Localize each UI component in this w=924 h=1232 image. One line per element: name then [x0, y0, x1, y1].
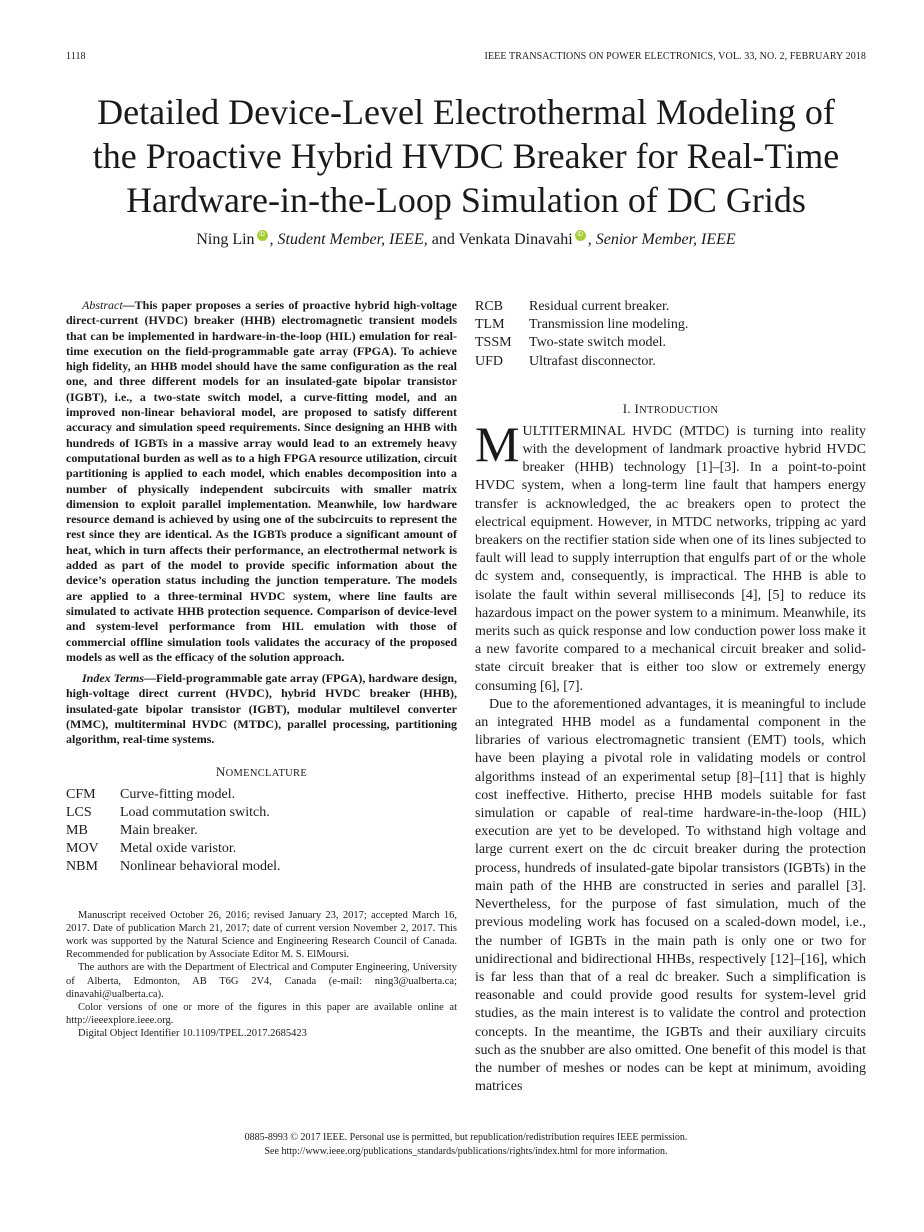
- footnote-color-versions: Color versions of one or more of the figures in this paper are available online at http://ieeexplore.ieee.org.: [66, 1002, 457, 1027]
- abstract: [66, 298, 457, 665]
- right-column: [475, 298, 866, 1096]
- abstract-label: Abstract: [82, 298, 123, 312]
- left-column: [66, 298, 457, 1041]
- index-terms-text: —Field-programmable gate array (FPGA), hardware design, high-voltage direct current (HVDC), hybrid HVDC breaker (HHB), insulated-gate bipolar transistor (IGBT), modular multilevel converter (MMC), multiterminal HVDC (MTDC), parallel processing, partitioning algorithm, real-time systems.: [66, 671, 457, 747]
- orcid-icon[interactable]: iD: [575, 230, 586, 241]
- introduction-heading: I. INTRODUCTION: [622, 400, 719, 416]
- footnote-manuscript: Manuscript received October 26, 2016; revised January 23, 2017; accepted March 16, 2017. Date of publication March 21, 2017; date of current version November 2, 2017. This work was supported by the Natural Science and Engineering Research Council of Canada. Recommended for publication by Associate Editor M. S. ElMoursi.: [66, 909, 457, 961]
- nomenclature-row: LCS Load commutation switch.: [66, 804, 270, 820]
- nomenclature-row: MB Main breaker.: [66, 823, 198, 839]
- nomenclature-row: RCB Residual current breaker.: [475, 299, 670, 314]
- footnote-affiliation: The authors are with the Department of Electrical and Computer Engineering, University of Alberta, Edmonton, AB T6G 2V4, Canada (e-mail: ning3@ualberta.ca; dinavahi@ualberta.ca).: [66, 962, 457, 1000]
- index-terms: [66, 671, 457, 747]
- author-1-name: Ning Lin: [196, 231, 255, 248]
- nomenclature-table-right: [475, 298, 688, 371]
- author-1-role: , Student Member, IEEE,: [269, 231, 428, 248]
- page-number: 1118: [66, 51, 86, 62]
- intro-paragraph-1: MULTITERMINAL HVDC (MTDC) is turning into reality with the development of landmark proactive hybrid HVDC breaker (HHB) technology [1]–[3]. In a point-to-point HVDC system, when a long-term line fault that hampers energy transfer is acknowledged, the ac breakers open to protect the electrical equipment. However, in MTDC networks, tripping ac yard breakers on the rectifier station side when one of its lines subjected to fault will lead to supply interruption that engulfs part of or the whole dc system and, consequently, is impractical. The HHB is able to isolate the fault within several milliseconds [4], [5] to reduce its hazardous impact on the power system to a minimum. Meanwhile, its merits such as quick response and low conduction power loss make it a new favorite compared to a mechanical circuit breaker and solid-state circuit breaker that is either too slow or extremely energy consuming [6], [7].: [475, 415, 866, 694]
- author-connector: and: [427, 231, 459, 248]
- abstract-text: —This paper proposes a series of proactive hybrid high-voltage direct-current (HVDC) breaker (HHB) electromagnetic transient models that can be implemented in hardware-in-the-loop (HIL) emulation for real-time execution on the field-programmable gate array (FPGA). To achieve high fidelity, an HHB model should have the same configuration as the real one, and three different models for an insulated-gate bipolar transistor (IGBT), i.e., a two-state switch model, a curve-fitting model, and an improved non-linear behavioral model, are proposed to satisfy different accuracy and simulation speed requirements. Since designing an HHB with hundreds of IGBTs in a massive array would lead to an extremely heavy computational burden as well as to a high FPGA resource utilization, circuit partitioning is applied to each model, which enables decomposition into a number of physically independent subcircuits with smaller matrix dimension to exploit parallel implementation. Meanwhile, low hardware resource demand is achieved by using one of the subcircuits to represent the rest since they are identical. As the IGBTs produce a significant amount of heat, which in turn affects their performance, an electrothermal network is added as part of the model to provide specific information about the device’s operation status including the junction temperature. The models are applied to a three-terminal HVDC system, where line faults are simulated to activate HHB protection sequence. Comparison of device-level and system-level performance from HIL emulation with those of commercial offline simulation tools validates the accuracy of the proposed models as well as the efficacy of the solution approach.: [66, 298, 457, 664]
- nomenclature-row: MOV Metal oxide varistor.: [66, 841, 237, 857]
- intro-paragraph-2: Due to the aforementioned advantages, it is meaningful to include an integrated HHB model as a fundamental component in the libraries of various electromagnetic transient (EMT) tools, which have been playing a pivotal role in validating models or control algorithms instead of an experimental setup [8]–[11] that is highly cost ineffective. Hitherto, precise HHB models suitable for fast simulation or capable of real-time hardware-in-the-loop (HIL) execution are yet to be developed. To withstand high voltage and large current exert on the dc circuit breaker during the protection process, hundreds of insulated-gate bipolar transistors (IGBTs) in the main path of the HHB are constructed in series and parallel [3]. Nevertheless, for the purpose of fast simulation, much of the previous modeling work has focused on a scaled-down model, i.e., the number of IGBTs in the main path is only one or two for unidirectional and bidirectional HHBs, respectively [12]–[16], which is far less than that of a real dc breaker. Such a simplification is reasonable and could provide good results for system-level grid studies, as the main interest is to validate the control and protection concepts. In the meantime, the IGBTs and their auxiliary circuits such as the snubber are also omitted. One benefit of this model is that the number of meshes or nodes can be kept at minimum, avoiding matrices: [475, 696, 866, 1095]
- journal-header: IEEE TRANSACTIONS ON POWER ELECTRONICS, VOL. 33, NO. 2, FEBRUARY 2018: [484, 51, 866, 62]
- nomenclature-row: UFD Ultrafast disconnector.: [475, 353, 656, 369]
- paper-title: [40, 90, 892, 222]
- author-line: [40, 230, 892, 249]
- footer-line-2: See http://www.ieee.org/publications_standards/publications/rights/index.html for more information.: [264, 1146, 668, 1157]
- title-line-3: Hardware-in-the-Loop Simulation of DC Grids: [126, 180, 806, 220]
- title-line-1: Detailed Device-Level Electrothermal Modeling of: [97, 92, 835, 132]
- author-2-name: Venkata Dinavahi: [458, 231, 573, 248]
- orcid-icon[interactable]: iD: [257, 230, 268, 241]
- drop-cap: M: [475, 415, 520, 472]
- index-terms-label: Index Terms: [82, 671, 144, 686]
- author-2-role: , Senior Member, IEEE: [587, 231, 736, 248]
- title-line-2: the Proactive Hybrid HVDC Breaker for Real-Time: [92, 136, 840, 176]
- nomenclature-row: NBM Nonlinear behavioral model.: [66, 859, 281, 875]
- copyright-footer: [40, 1131, 892, 1159]
- nomenclature-row: TLM Transmission line modeling.: [475, 317, 689, 333]
- nomenclature-row: CFM Curve-fitting model.: [66, 786, 236, 802]
- footer-line-1: 0885-8993 © 2017 IEEE. Personal use is permitted, but republication/redistribution requires IEEE permission.: [244, 1132, 688, 1143]
- footnote-doi: Digital Object Identifier 10.1109/TPEL.2017.2685423: [78, 1028, 307, 1040]
- footnotes: [66, 909, 457, 1041]
- nomenclature-heading: NOMENCLATURE: [215, 763, 308, 779]
- nomenclature-row: TSSM Two-state switch model.: [475, 335, 667, 351]
- nomenclature-table-left: [66, 786, 281, 877]
